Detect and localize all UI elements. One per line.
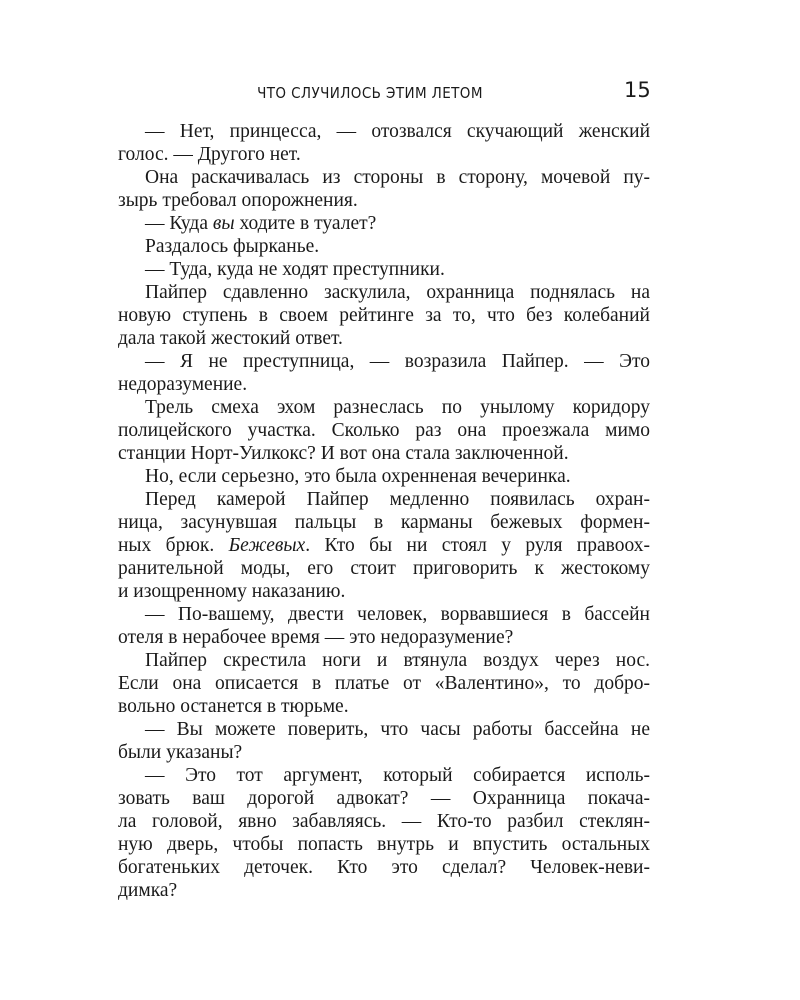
text-line: ла головой, явно забавляясь. — Кто-то разбил стеклян- (118, 811, 650, 832)
text-line: Раздалось фырканье. (145, 236, 320, 257)
body-text (118, 120, 650, 902)
text-line: — Я не преступница, — возразила Пайпер. — Это (145, 351, 650, 372)
text-line: недоразумение. (118, 374, 248, 395)
text-line: вольно останется в тюрьме. (118, 696, 349, 717)
text-line: — По-вашему, двести человек, ворвавшиеся в бассейн (145, 604, 650, 625)
text-line: дала такой жестокий ответ. (118, 328, 343, 349)
emphasis: Бежевых (228, 535, 306, 556)
page-number: 15 (624, 78, 651, 102)
text-line: Пайпер скрестила ноги и втянула воздух через нос. (145, 650, 650, 671)
text-line: Она раскачивалась из стороны в сторону, мочевой пу- (145, 167, 650, 188)
text-line: ную дверь, чтобы попасть внутрь и впустить остальных (118, 834, 650, 855)
text-line: ранительной моды, его стоит приговорить к жестокому (118, 558, 650, 579)
running-header (0, 78, 800, 112)
text-line: отеля в нерабочее время — это недоразумение? (118, 627, 514, 648)
text-line: и изощренному наказанию. (118, 581, 346, 602)
text-line: Пайпер сдавленно заскулила, охранница поднялась на (145, 282, 650, 303)
text-line: Но, если серьезно, это была охренненая вечеринка. (145, 466, 571, 487)
emphasis: вы (212, 213, 235, 234)
running-title: ЧТО СЛУЧИЛОСЬ ЭТИМ ЛЕТОМ (257, 84, 483, 102)
text-line: — Вы можете поверить, что часы работы бассейна не (145, 719, 650, 740)
text-line: Трель смеха эхом разнеслась по унылому коридору (145, 397, 650, 418)
text-line: димка? (118, 880, 178, 901)
text-line: были указаны? (118, 742, 243, 763)
text-line: — Нет, принцесса, — отозвался скучающий женский (145, 121, 650, 142)
text-line: богатеньких деточек. Кто это сделал? Человек-неви- (118, 857, 650, 878)
text-line: — Это тот аргумент, который собирается исполь- (145, 765, 650, 786)
text-line: — Туда, куда не ходят преступники. (145, 259, 445, 280)
text-line: Перед камерой Пайпер медленно появилась охран- (145, 489, 650, 510)
text-line: полицейского участка. Сколько раз она проезжала мимо (118, 420, 650, 441)
text-line: ных брюк. Бежевых. Кто бы ни стоял у руля правоох- (118, 535, 650, 556)
text-line: ница, засунувшая пальцы в карманы бежевых формен- (118, 512, 650, 533)
text-line: Если она описается в платье от «Валентино», то добро- (118, 673, 650, 694)
text-line: — Куда вы ходите в туалет? (145, 213, 377, 234)
text-line: станции Норт-Уилкокс? И вот она стала заключенной. (118, 443, 569, 464)
text-line: новую ступень в своем рейтинге за то, что без колебаний (118, 305, 650, 326)
text-line: голос. — Другого нет. (118, 144, 301, 165)
text-line: зырь требовал опорожнения. (118, 190, 358, 211)
text-line: зовать ваш дорогой адвокат? — Охранница покача- (118, 788, 650, 809)
